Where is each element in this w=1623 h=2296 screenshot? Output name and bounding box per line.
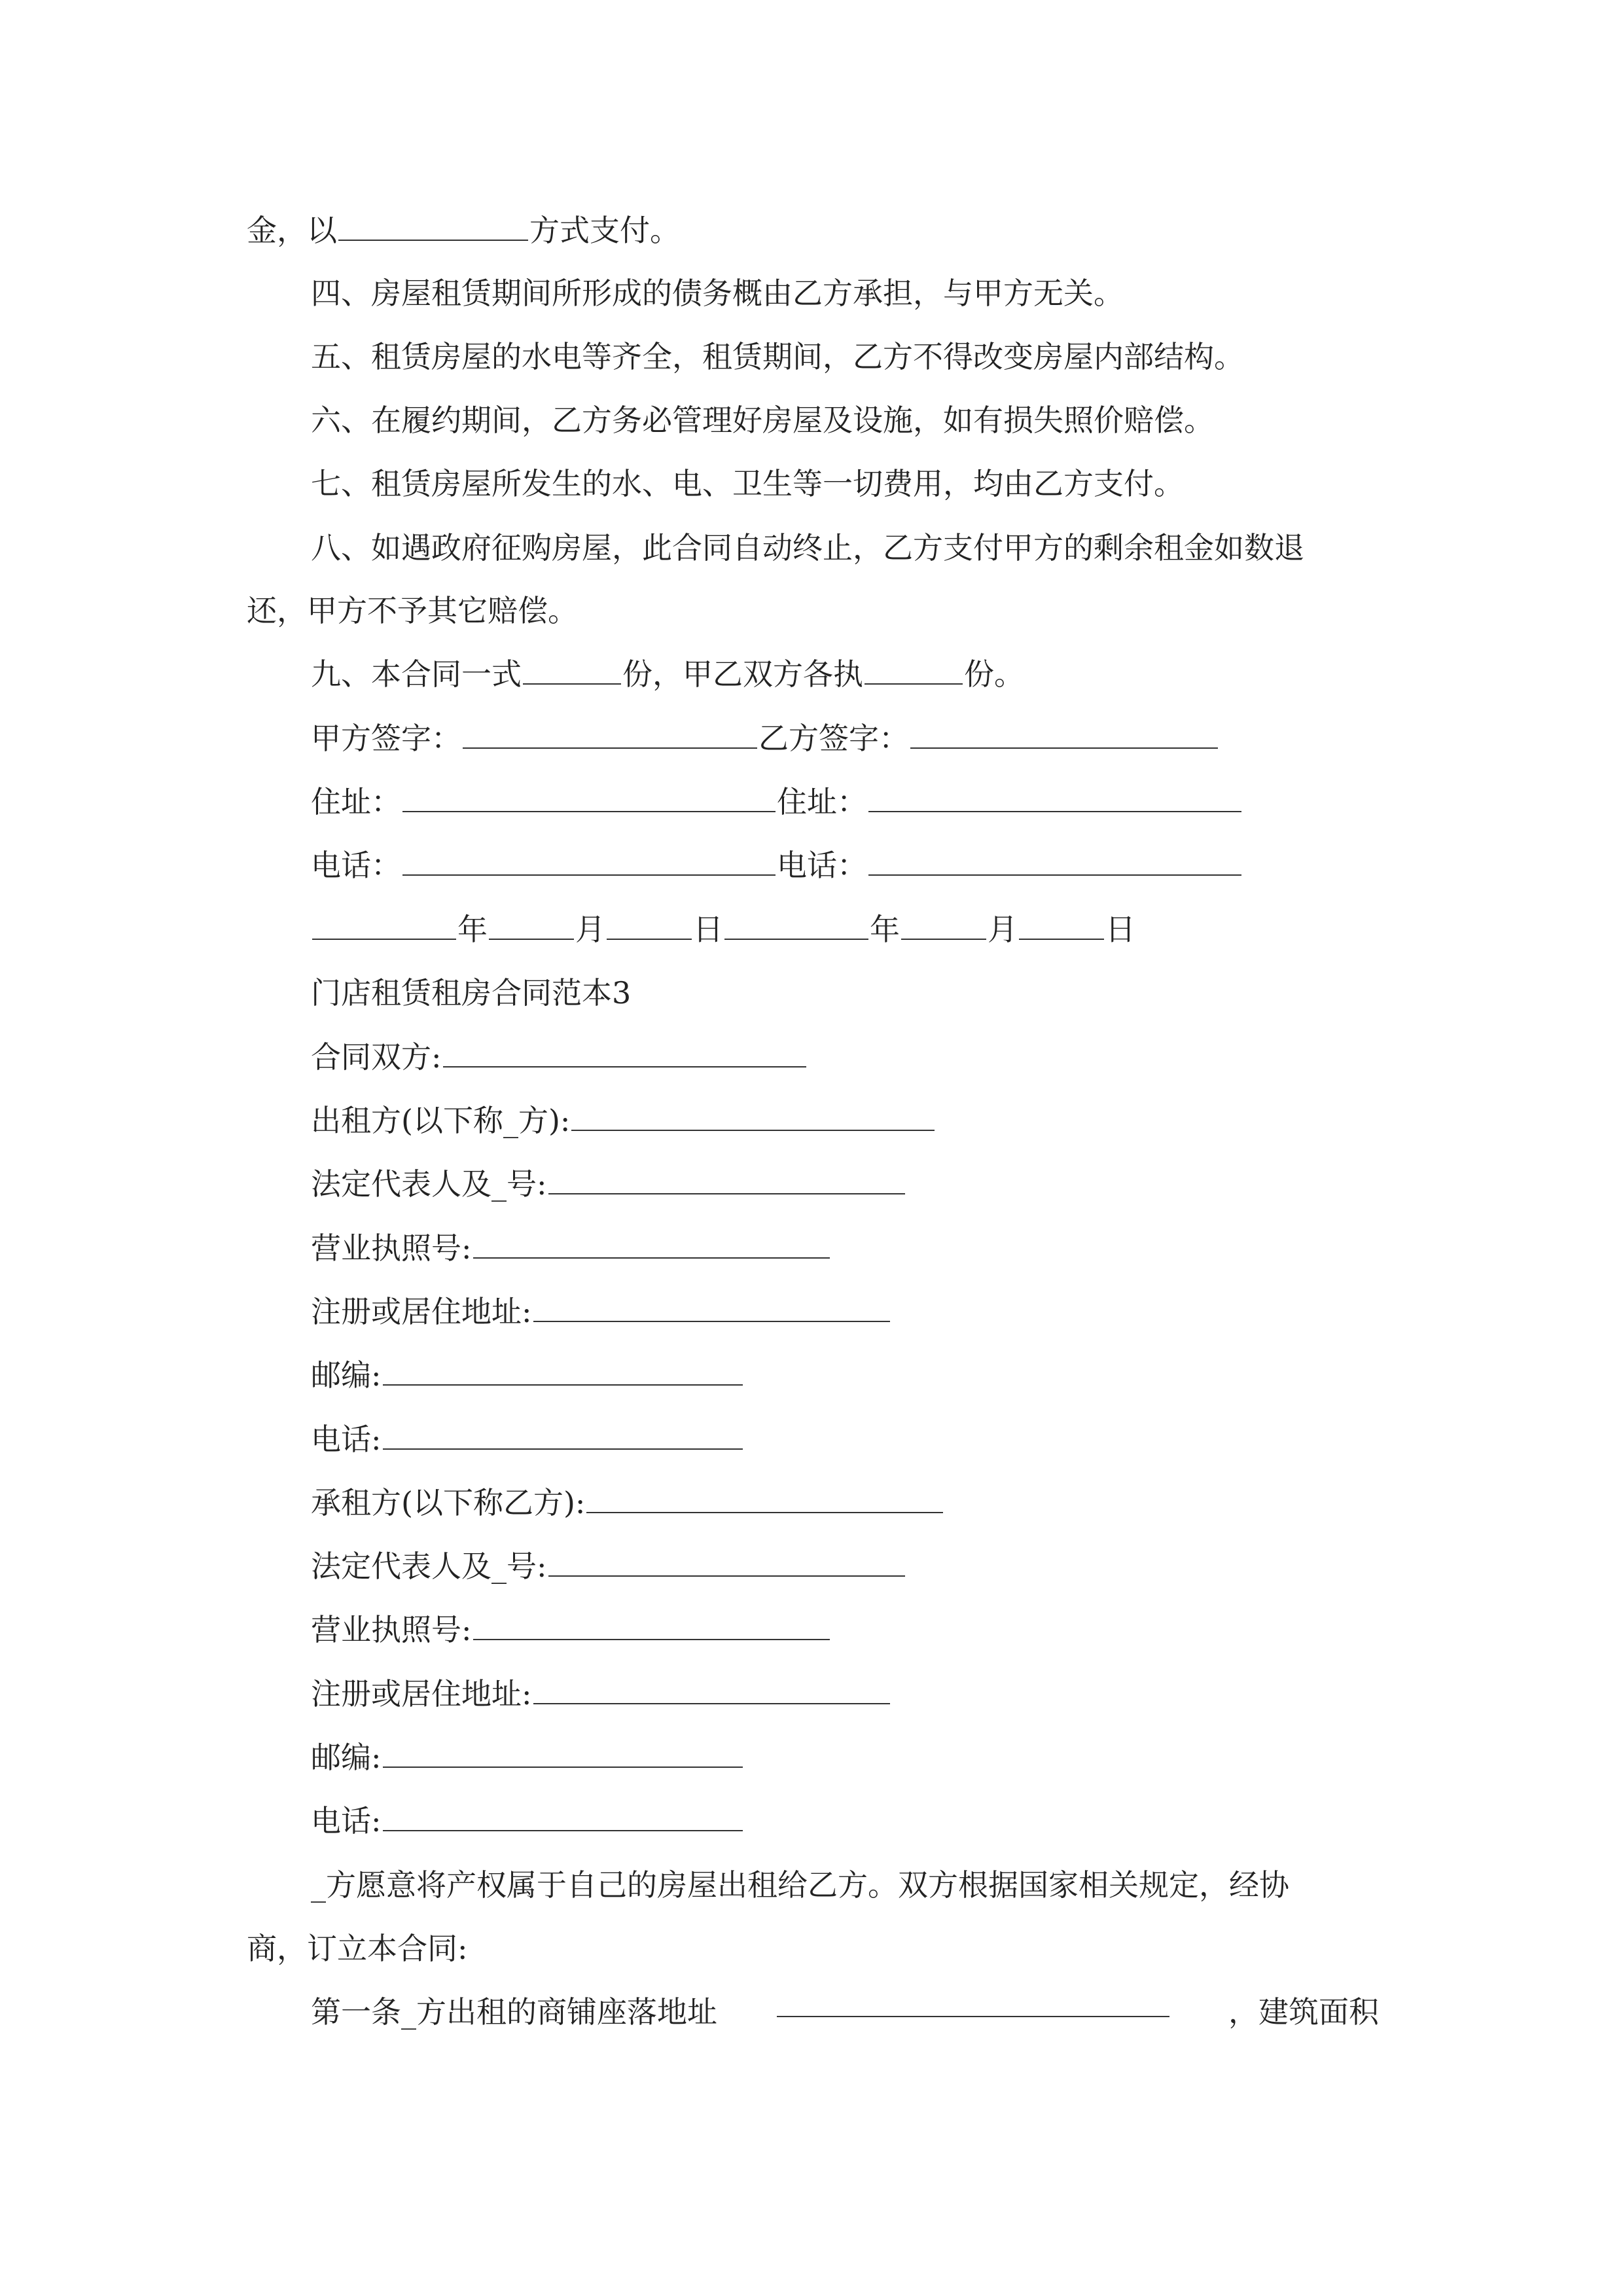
lessee-address-blank[interactable] bbox=[533, 1679, 890, 1704]
clause-5: 五、租赁房屋的水电等齐全，租赁期间，乙方不得改变房屋内部结构。 bbox=[311, 339, 1244, 374]
party-b-day-blank[interactable] bbox=[1019, 915, 1104, 940]
intro-line-2: 商，订立本合同: bbox=[247, 1931, 468, 1966]
lessor-phone-blank[interactable] bbox=[383, 1425, 743, 1450]
payment-line: 金，以 方式支付。 bbox=[247, 213, 680, 248]
party-a-month-blank[interactable] bbox=[489, 915, 574, 940]
address-line: 住址： 住址： bbox=[311, 782, 1379, 821]
lessor-license-line: 营业执照号: bbox=[311, 1229, 1379, 1268]
lessor-legal-rep-line: 法定代表人及_号: bbox=[311, 1164, 1379, 1204]
date-line: 年 月 日 年 月 日 bbox=[311, 910, 1379, 949]
lessor-address-blank[interactable] bbox=[533, 1297, 890, 1322]
party-a-year-blank[interactable] bbox=[312, 915, 456, 940]
phone-line: 电话： 电话： bbox=[311, 846, 1379, 885]
clause-8-line-2: 还，甲方不予其它赔偿。 bbox=[247, 593, 578, 628]
lessee-postcode-blank[interactable] bbox=[383, 1743, 743, 1768]
lessee-legal-rep-blank[interactable] bbox=[548, 1552, 905, 1577]
parties-blank[interactable] bbox=[443, 1043, 806, 1067]
lessee-license-line: 营业执照号: bbox=[311, 1610, 1379, 1649]
clause-9: 九、本合同一式 份，甲乙双方各执 份。 bbox=[311, 656, 1024, 692]
parties-line: 合同双方: bbox=[311, 1037, 1379, 1077]
signature-line: 甲方签字： 乙方签字： bbox=[311, 719, 1379, 758]
lessee-legal-rep-line: 法定代表人及_号: bbox=[311, 1547, 1379, 1586]
lessor-line: 出租方(以下称_方): bbox=[311, 1101, 1379, 1140]
lessee-line: 承租方(以下称乙方): bbox=[311, 1483, 1379, 1522]
payment-method-blank[interactable] bbox=[338, 216, 528, 241]
lessee-phone-blank[interactable] bbox=[383, 1806, 743, 1831]
party-a-day-blank[interactable] bbox=[607, 915, 692, 940]
clause-7: 七、租赁房屋所发生的水、电、卫生等一切费用，均由乙方支付。 bbox=[311, 466, 1184, 501]
clause-4: 四、房屋租赁期间所形成的债务概由乙方承担，与甲方无关。 bbox=[311, 276, 1124, 311]
party-a-address-blank[interactable] bbox=[402, 787, 776, 812]
lessor-address-line: 注册或居住地址: bbox=[311, 1292, 1379, 1331]
party-b-signature-blank[interactable] bbox=[910, 724, 1218, 749]
party-b-phone-blank[interactable] bbox=[868, 851, 1241, 876]
copies-total-blank[interactable] bbox=[523, 660, 621, 685]
party-a-phone-blank[interactable] bbox=[402, 851, 776, 876]
lessee-phone-line: 电话: bbox=[311, 1801, 1379, 1840]
party-b-year-blank[interactable] bbox=[724, 915, 868, 940]
shop-address-blank[interactable] bbox=[777, 1992, 1169, 2017]
intro-line-1: _方愿意将产权属于自己的房屋出租给乙方。双方根据国家相关规定，经协 bbox=[311, 1867, 1289, 1903]
copies-each-blank[interactable] bbox=[865, 660, 963, 685]
lessee-blank[interactable] bbox=[586, 1488, 943, 1513]
lessee-license-blank[interactable] bbox=[473, 1615, 830, 1640]
lessor-blank[interactable] bbox=[571, 1106, 935, 1131]
party-a-signature-blank[interactable] bbox=[463, 724, 757, 749]
lessor-postcode-blank[interactable] bbox=[383, 1361, 743, 1386]
section-title: 门店租赁租房合同范本3 bbox=[311, 975, 632, 1011]
lessee-address-line: 注册或居住地址: bbox=[311, 1674, 1379, 1713]
lessor-phone-line: 电话: bbox=[311, 1420, 1379, 1459]
article-1-line: 第一条_方出租的商铺座落地址 ，建筑面积 bbox=[311, 1992, 1379, 2032]
clause-8-line-1: 八、如遇政府征购房屋，此合同自动终止，乙方支付甲方的剩余租金如数退 bbox=[311, 530, 1304, 565]
lessee-postcode-line: 邮编: bbox=[311, 1738, 1379, 1777]
party-b-address-blank[interactable] bbox=[868, 787, 1241, 812]
lessor-license-blank[interactable] bbox=[473, 1234, 830, 1259]
lessor-postcode-line: 邮编: bbox=[311, 1355, 1379, 1395]
clause-6: 六、在履约期间，乙方务必管理好房屋及设施，如有损失照价赔偿。 bbox=[311, 403, 1214, 438]
lessor-legal-rep-blank[interactable] bbox=[548, 1170, 905, 1194]
party-b-month-blank[interactable] bbox=[901, 915, 986, 940]
